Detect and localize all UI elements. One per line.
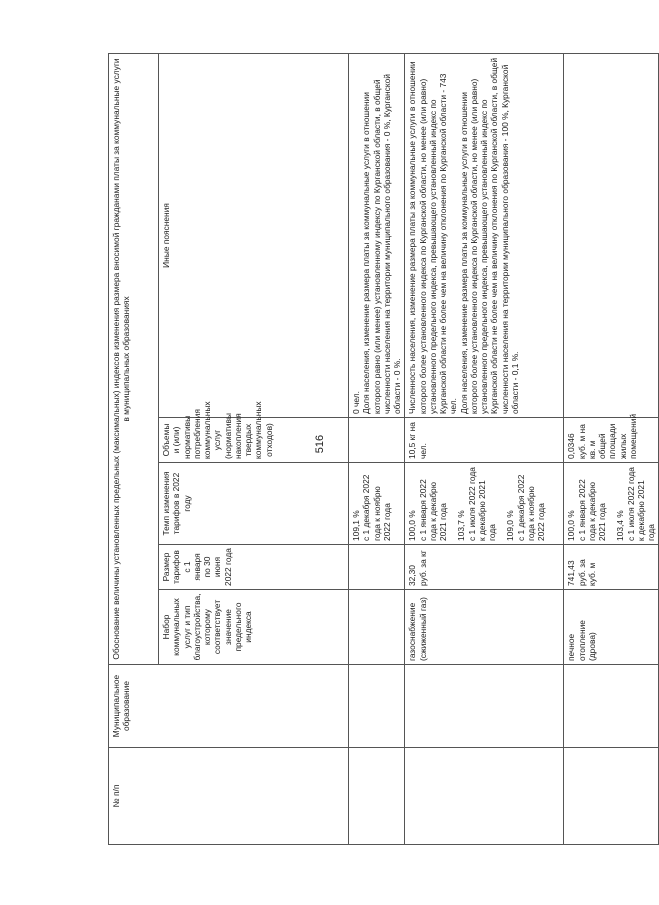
page-number: 516 (314, 434, 326, 454)
row-notes (349, 53, 405, 417)
rate-period: с 1 января 2022 года к декабрю 2021 года (576, 479, 607, 541)
note-text: Доля населения, изменение размера платы за коммунальные услуги в отношении которого более установленного индекса по Курганской области, но менее (или равно) установленного предельного индекса, превышающего установленный индекс по Курганской области не более чем на величину отклонения по Курганской области, в общей численности населения на территории муниципального образования - 100 %, Курганской области - 0,1 %. (458, 57, 520, 414)
rate-period: с 1 декабря 2022 года к ноябрю 2022 года (515, 474, 546, 541)
rate-value: 103,4 % (615, 510, 626, 541)
row-tariff-size: 32,30 руб. за кг (405, 545, 564, 590)
row-volume (349, 418, 405, 463)
rate-value: 100,0 % (407, 510, 418, 541)
row-num (564, 748, 659, 845)
row-num (405, 748, 564, 845)
rate-period: с 1 июля 2022 года к декабрю 2021 года (466, 467, 497, 541)
note-text: Доля населения, изменение размера платы за коммунальные услуги в отношении которого равно (или менее) установленному индексу по Курганской области, в общей численности населения на территории муниципального образования - 0 %, Курганской области - 0 %. (361, 74, 402, 414)
row-service: газоснабжение (сжиженный газ) (405, 590, 564, 665)
header-volume: Объемы и (или) нормативы потребления коммунальных услуг (нормативы накопления твердых коммунальных отходов) (159, 418, 349, 463)
row-volume: 10,5 кг на чел. (405, 418, 564, 463)
rate-period: с 1 декабря 2022 года к ноябрю 2022 года (361, 474, 392, 541)
row-num (349, 748, 405, 845)
row-municipality (349, 665, 405, 748)
justification-table (108, 53, 659, 845)
table-row (349, 53, 405, 844)
rate-period: с 1 января 2022 года к декабрю 2021 года (417, 479, 448, 541)
header-notes: Иные пояснения (159, 53, 349, 417)
rate-period: с 1 июля 2022 года к декабрю 2021 года (625, 467, 656, 541)
rate-value: 103,7 % (456, 510, 467, 541)
row-tariff-rate (564, 463, 659, 545)
row-service: печное отопление (дрова) (564, 590, 659, 665)
table-row (564, 53, 659, 844)
row-service (349, 590, 405, 665)
rate-value: 109,0 % (505, 510, 516, 541)
rate-value: 109,1 % (351, 510, 361, 541)
row-volume: 0,0346 куб. м на кв. м общей площади жилых помещений (564, 418, 659, 463)
header-num: № п/п (109, 748, 349, 845)
row-municipality (564, 665, 659, 748)
header-municipality: Муниципальное образование (109, 665, 349, 748)
header-group: Обоснование величины установленных предельных (максимальных) индексов изменения размера вносимой гражданами платы за коммунальные услуги в муниципальных образованиях (109, 53, 159, 664)
header-service-set: Набор коммунальных услуг и тип благоустройства, которому соответствует значение предельного индекса (159, 590, 349, 665)
row-notes (405, 53, 564, 417)
row-tariff-size: 741,43 руб. за куб. м (564, 545, 659, 590)
note-text: 0 чел. (351, 391, 361, 414)
row-tariff-rate (405, 463, 564, 545)
row-tariff-rate (349, 463, 405, 545)
row-tariff-size (349, 545, 405, 590)
rate-value: 100,0 % (566, 510, 577, 541)
row-notes (564, 53, 659, 417)
row-municipality (405, 665, 564, 748)
header-tariff-size: Размер тарифов с 1 января по 30 июня 2022 года (159, 545, 349, 590)
table-row (405, 53, 564, 844)
note-text: Численность населения, изменение размера платы за коммунальные услуги в отношении которого более установленного индекса по Курганской области, но менее (или равно) установленного предельного индекса, превышающего установленный индекс по Курганской области не более чем на величину отклонения по Курганской области - 743 чел. (407, 61, 459, 414)
header-tariff-rate: Темп изменения тарифов в 2022 году (159, 463, 349, 545)
